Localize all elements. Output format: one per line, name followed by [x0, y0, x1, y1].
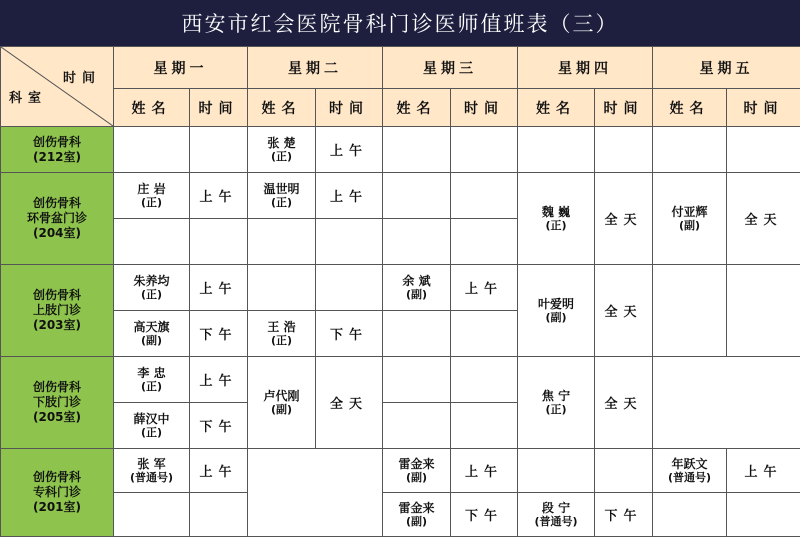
empty-cell: [383, 357, 451, 403]
dept-room: (204室): [1, 226, 113, 241]
doctor-cell: [518, 493, 595, 537]
doctor-name: 王 浩: [267, 320, 295, 334]
shift-cell: 上午: [727, 449, 800, 493]
doctor-cell: [248, 127, 316, 173]
doctor-role: (副): [518, 311, 594, 325]
dept-name-2: 专科门诊: [1, 485, 113, 500]
doctor-role: (正): [114, 380, 189, 394]
dept-name: 创伤骨科: [1, 135, 113, 150]
doctor-role: (正): [114, 288, 189, 302]
doctor-role: (正): [114, 196, 189, 210]
dept-name-2: 上肢门诊: [1, 303, 113, 318]
empty-cell: [451, 311, 518, 357]
page-title: 西安市红会医院骨科门诊医师值班表（三）: [0, 0, 800, 46]
shift-cell: 下午: [316, 311, 383, 357]
shift-cell: 全天: [727, 173, 800, 265]
doctor-cell: [518, 357, 595, 449]
doctor-role: (普通号): [114, 471, 189, 485]
subheader-time: 时间: [727, 89, 800, 127]
doctor-role: (正): [248, 334, 315, 348]
empty-cell: [727, 493, 800, 537]
doctor-cell: [653, 449, 727, 493]
doctor-cell: [114, 311, 190, 357]
doctor-cell: [248, 311, 316, 357]
shift-cell: 上午: [190, 265, 248, 311]
empty-cell: [383, 219, 451, 265]
doctor-role: (副): [248, 403, 315, 417]
empty-cell: [595, 127, 653, 173]
doctor-role: (普通号): [653, 471, 726, 485]
empty-cell: [190, 127, 248, 173]
empty-cell: [451, 219, 518, 265]
subheader-time: 时间: [595, 89, 653, 127]
dept-name-2: 环骨盆门诊: [1, 211, 113, 226]
doctor-name: 余 斌: [402, 274, 430, 288]
shift-cell: 全天: [595, 357, 653, 449]
empty-cell: [248, 265, 316, 311]
doctor-name: 年跃文: [671, 457, 707, 471]
shift-cell: 上午: [451, 265, 518, 311]
subheader-time: 时间: [451, 89, 518, 127]
day-header-thu: 星期四: [518, 47, 653, 89]
empty-cell: [383, 311, 451, 357]
shift-cell: 上午: [190, 449, 248, 493]
doctor-name: 雷金来: [398, 457, 434, 471]
dept-name: 创伤骨科: [1, 196, 113, 211]
empty-cell: [190, 219, 248, 265]
empty-cell: [653, 265, 727, 357]
corner-dept-label: 科室: [9, 87, 47, 106]
shift-cell: 下午: [451, 493, 518, 537]
subheader-name: 姓名: [114, 89, 190, 127]
subheader-name: 姓名: [248, 89, 316, 127]
empty-cell: [316, 265, 383, 311]
doctor-role: (副): [383, 515, 450, 529]
doctor-role: (副): [383, 288, 450, 302]
doctor-cell: [518, 265, 595, 357]
shift-cell: 上午: [316, 127, 383, 173]
shift-cell: 下午: [190, 311, 248, 357]
doctor-cell: [248, 357, 316, 449]
corner-header-cell: [1, 47, 114, 127]
shift-cell: 上午: [190, 173, 248, 219]
doctor-name: 段 宁: [542, 501, 570, 515]
doctor-name: 张 军: [137, 457, 165, 471]
doctor-cell: [653, 173, 727, 265]
doctor-name: 魏 巍: [542, 205, 570, 219]
empty-cell: [114, 493, 190, 537]
shift-cell: 下午: [595, 493, 653, 537]
doctor-cell: [383, 265, 451, 311]
dept-cell-204: [1, 173, 114, 265]
subheader-time: 时间: [316, 89, 383, 127]
empty-cell: [653, 357, 800, 449]
doctor-role: (正): [518, 219, 594, 233]
doctor-cell: [383, 493, 451, 537]
empty-cell: [653, 127, 727, 173]
dept-cell-201: [1, 449, 114, 537]
empty-cell: [451, 127, 518, 173]
dept-name-2: 下肢门诊: [1, 395, 113, 410]
doctor-name: 朱养均: [133, 274, 169, 288]
empty-cell: [383, 403, 451, 449]
dept-name: 创伤骨科: [1, 470, 113, 485]
doctor-name: 雷金来: [398, 501, 434, 515]
duty-schedule-table: [0, 46, 800, 537]
shift-cell: 全天: [316, 357, 383, 449]
subheader-name: 姓名: [518, 89, 595, 127]
dept-room: (212室): [1, 150, 113, 165]
doctor-role: (正): [518, 403, 594, 417]
doctor-name: 卢代刚: [263, 389, 299, 403]
doctor-name: 叶爱明: [538, 297, 574, 311]
doctor-role: (副): [114, 334, 189, 348]
doctor-role: (正): [114, 426, 189, 440]
doctor-name: 张 楚: [267, 136, 295, 150]
doctor-role: (正): [248, 196, 315, 210]
doctor-name: 温世明: [263, 182, 299, 196]
shift-cell: 全天: [595, 265, 653, 357]
doctor-role: (副): [653, 219, 726, 233]
doctor-cell: [383, 449, 451, 493]
day-header-wed: 星期三: [383, 47, 518, 89]
shift-cell: 下午: [190, 403, 248, 449]
empty-cell: [248, 219, 316, 265]
empty-cell: [451, 357, 518, 403]
doctor-name: 高天旗: [133, 320, 169, 334]
empty-cell: [518, 127, 595, 173]
shift-cell: 上午: [316, 173, 383, 219]
day-header-mon: 星期一: [114, 47, 248, 89]
doctor-role: (普通号): [518, 515, 594, 529]
subheader-name: 姓名: [383, 89, 451, 127]
empty-cell: [114, 127, 190, 173]
doctor-cell: [518, 173, 595, 265]
empty-cell: [727, 127, 800, 173]
dept-room: (205室): [1, 410, 113, 425]
doctor-cell: [114, 265, 190, 311]
dept-room: (201室): [1, 500, 113, 515]
subheader-name: 姓名: [653, 89, 727, 127]
subheader-time: 时间: [190, 89, 248, 127]
doctor-name: 焦 宁: [542, 389, 570, 403]
doctor-cell: [114, 173, 190, 219]
empty-cell: [316, 219, 383, 265]
empty-cell: [248, 449, 383, 537]
empty-cell: [451, 403, 518, 449]
doctor-cell: [114, 449, 190, 493]
corner-time-label: 时间: [63, 67, 101, 86]
empty-cell: [383, 127, 451, 173]
dept-cell-203: [1, 265, 114, 357]
day-header-fri: 星期五: [653, 47, 800, 89]
dept-room: (203室): [1, 318, 113, 333]
doctor-cell: [248, 173, 316, 219]
doctor-name: 李 忠: [137, 366, 165, 380]
doctor-name: 庄 岩: [137, 182, 165, 196]
shift-cell: 全天: [595, 173, 653, 265]
empty-cell: [653, 493, 727, 537]
empty-cell: [595, 449, 653, 493]
empty-cell: [114, 219, 190, 265]
shift-cell: 上午: [190, 357, 248, 403]
dept-cell-205: [1, 357, 114, 449]
empty-cell: [451, 173, 518, 219]
shift-cell: 上午: [451, 449, 518, 493]
dept-name: 创伤骨科: [1, 288, 113, 303]
day-header-tue: 星期二: [248, 47, 383, 89]
doctor-name: 付亚辉: [671, 205, 707, 219]
dept-cell-212: [1, 127, 114, 173]
doctor-cell: [114, 357, 190, 403]
empty-cell: [190, 493, 248, 537]
empty-cell: [518, 449, 595, 493]
doctor-name: 薛汉中: [133, 412, 169, 426]
empty-cell: [383, 173, 451, 219]
doctor-role: (副): [383, 471, 450, 485]
empty-cell: [727, 265, 800, 357]
doctor-role: (正): [248, 150, 315, 164]
doctor-cell: [114, 403, 190, 449]
dept-name: 创伤骨科: [1, 380, 113, 395]
